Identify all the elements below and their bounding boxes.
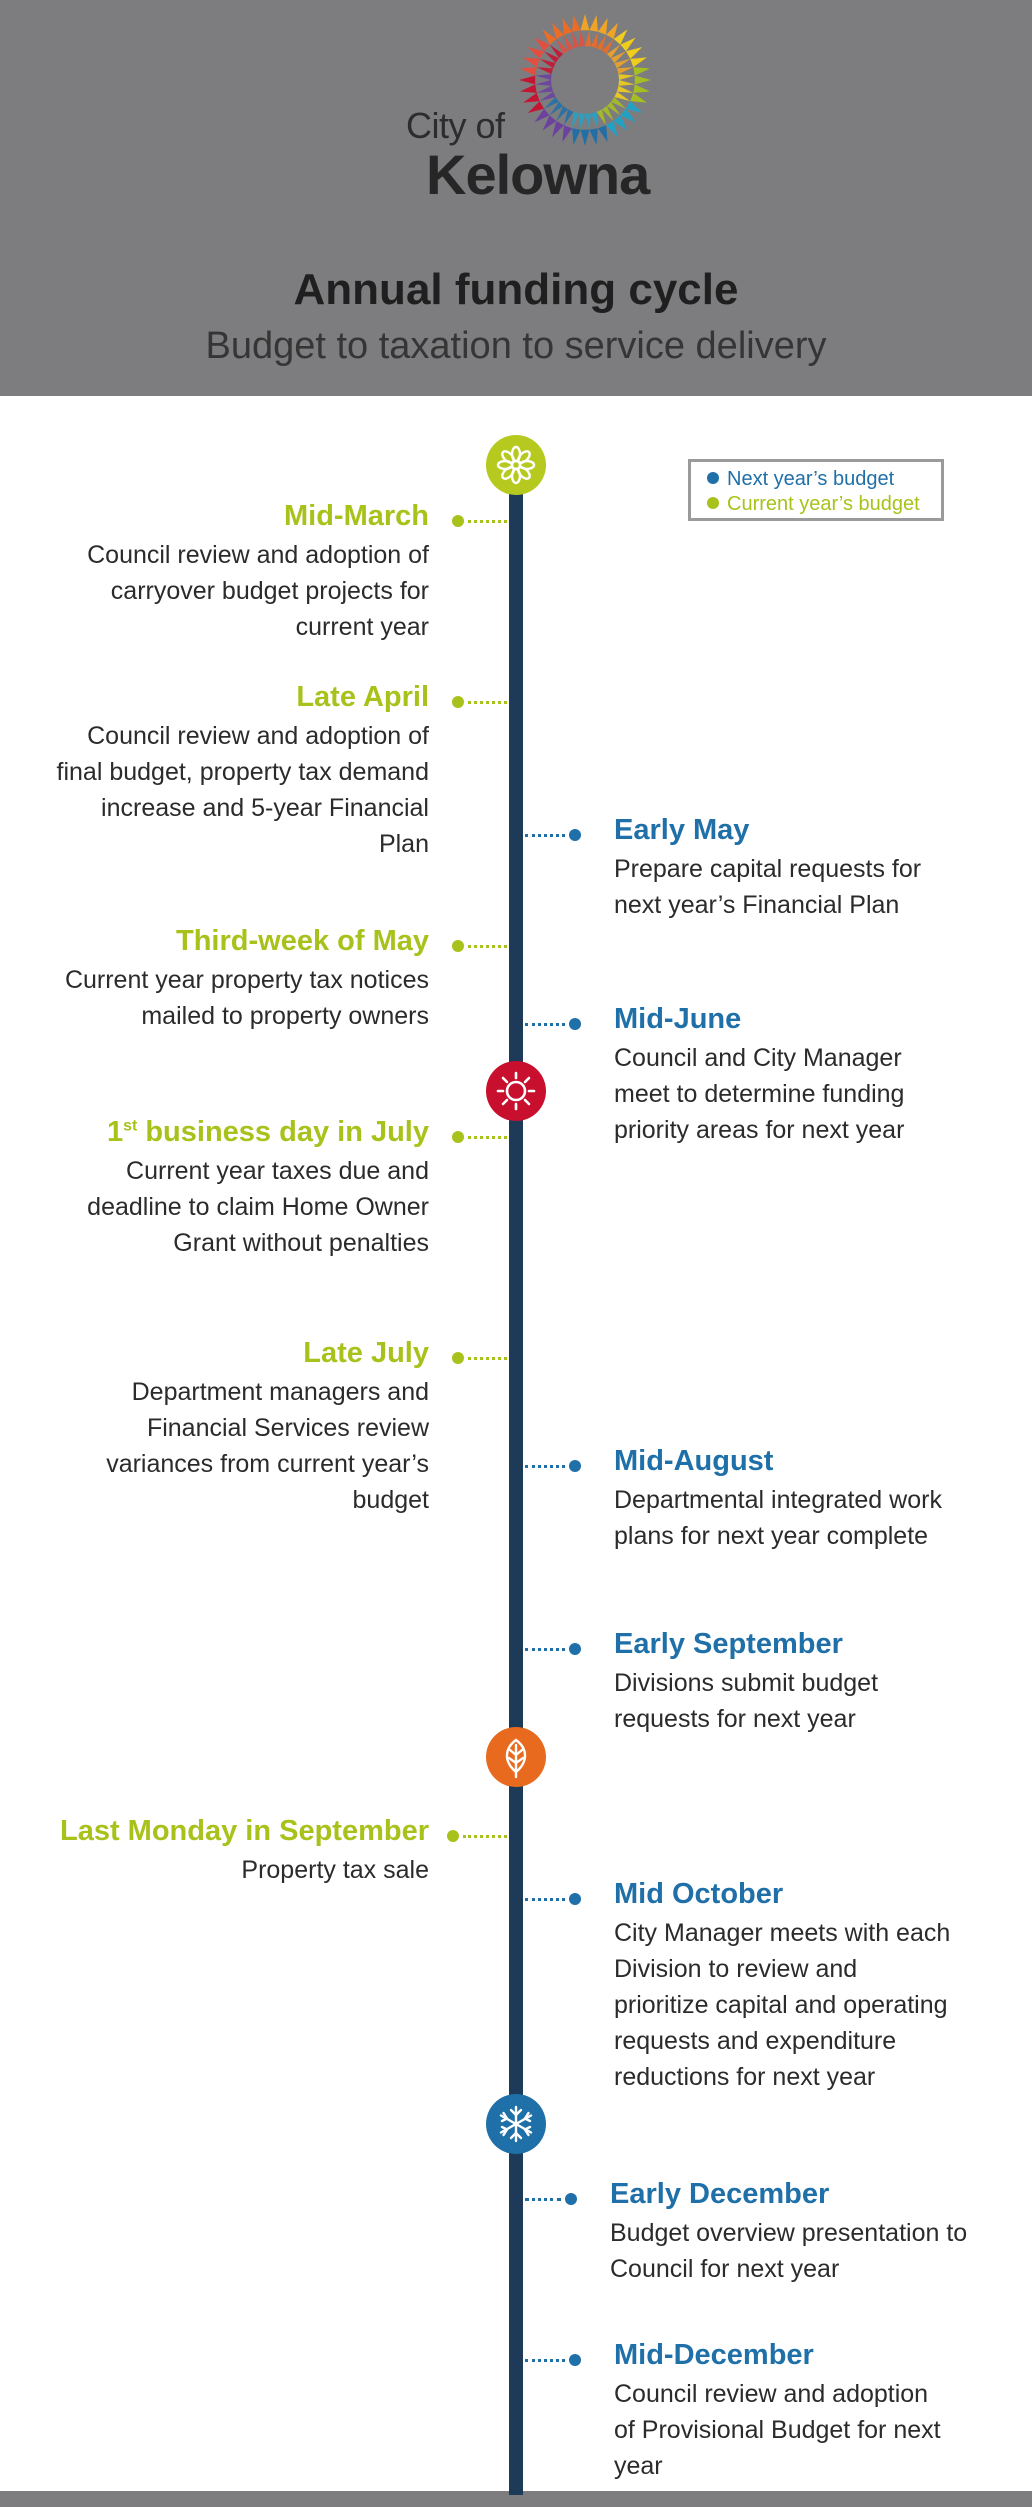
event-early-december	[610, 2178, 970, 2287]
connector-dot	[452, 1131, 464, 1143]
connector-dot	[565, 2193, 577, 2205]
snowflake-icon	[486, 2094, 546, 2154]
leaf-icon	[486, 1727, 546, 1787]
logo-petal	[619, 80, 635, 86]
logo-petal	[620, 109, 635, 123]
logo-petal	[620, 38, 635, 52]
logo-petal	[534, 38, 549, 52]
page-title: Annual funding cycle	[293, 265, 739, 314]
season-summer-marker	[486, 1061, 546, 1121]
connector-line	[468, 945, 507, 948]
connector-mid-december	[525, 2354, 581, 2366]
logo-city-text: City of	[406, 105, 505, 146]
logo-petal	[579, 30, 585, 46]
event-title: Mid-August	[614, 1445, 774, 1477]
logo-petal	[562, 18, 572, 35]
logo-petal	[572, 112, 579, 128]
event-first-business-day-july	[49, 1116, 429, 1261]
event-late-april	[49, 681, 429, 862]
season-winter-marker	[486, 2094, 546, 2154]
connector-line	[525, 1648, 565, 1651]
flower-icon	[486, 435, 546, 495]
event-description: City Manager meets with each Division to review and prioritize capital and operating requests and expenditure reductions for next year	[614, 1919, 951, 2091]
logo-petal	[614, 115, 628, 130]
connector-dot	[569, 1018, 581, 1030]
event-description: Departmental integrated work plans for next year complete	[614, 1486, 942, 1550]
event-mid-december	[614, 2339, 954, 2484]
season-spring-marker	[486, 435, 546, 495]
event-title: Early December	[610, 2178, 830, 2210]
logo-name-text: Kelowna	[426, 143, 650, 206]
logo-petal	[537, 86, 553, 93]
event-title-number: 1	[106, 1116, 124, 1148]
connector-line	[525, 2359, 565, 2362]
event-title: Mid-June	[614, 1003, 742, 1035]
logo-petal	[519, 76, 535, 85]
event-title: Late April	[296, 681, 429, 713]
logo-petal	[572, 15, 581, 32]
logo-petal	[635, 76, 651, 85]
event-title	[49, 1116, 429, 1149]
logo-petal	[552, 121, 564, 137]
connector-dot	[452, 1352, 464, 1364]
event-mid-october	[614, 1878, 954, 2095]
logo-petal	[543, 115, 557, 130]
logo-petal	[585, 30, 591, 46]
legend-label-next: Next year’s budget	[727, 468, 895, 490]
connector-third-week-may	[452, 940, 507, 952]
connector-line	[468, 1136, 507, 1139]
logo-petal	[630, 93, 647, 103]
city-logo-icon	[515, 10, 655, 150]
logo-petal	[535, 80, 551, 86]
event-early-may	[614, 814, 944, 923]
event-third-week-may	[49, 925, 429, 1034]
connector-early-may	[525, 829, 581, 841]
logo-petal	[579, 114, 585, 130]
logo-petal	[598, 18, 608, 35]
event-description: Council review and adoption of carryover budget projects for current year	[87, 541, 429, 641]
event-description: Council and City Manager meet to determine funding priority areas for next year	[614, 1044, 905, 1144]
connector-line	[525, 1023, 565, 1026]
event-title-rest: business day in July	[137, 1116, 429, 1148]
logo-petal	[617, 86, 633, 93]
connector-line	[525, 1898, 565, 1901]
logo-petal	[614, 29, 628, 44]
connector-dot	[452, 696, 464, 708]
logo-petal	[528, 47, 544, 59]
logo-petal	[523, 57, 540, 67]
connector-dot	[452, 515, 464, 527]
event-description: Department managers and Financial Services review variances from current year’s budget	[106, 1378, 429, 1514]
legend-item-current	[707, 493, 920, 516]
logo-petal	[630, 57, 647, 67]
event-title: Last Monday in September	[59, 1815, 429, 1847]
connector-mid-august	[525, 1460, 581, 1472]
logo-petal	[543, 29, 557, 44]
event-title: Mid-March	[284, 500, 429, 532]
connector-dot	[447, 1830, 459, 1842]
event-description: Current year property tax notices mailed to property owners	[64, 966, 429, 1030]
legend	[688, 459, 944, 521]
event-title: Late July	[303, 1337, 429, 1369]
season-autumn-marker	[486, 1727, 546, 1787]
connector-line	[525, 1465, 565, 1468]
event-mid-june	[614, 1003, 944, 1148]
legend-dot-next	[707, 472, 719, 484]
logo-petal	[537, 67, 553, 74]
event-title-ordinal: st	[123, 1117, 138, 1135]
connector-dot	[569, 829, 581, 841]
logo-petal	[534, 109, 549, 123]
logo-petal	[591, 32, 598, 48]
connector-first-business-day-july	[452, 1131, 507, 1143]
connector-line	[468, 520, 507, 523]
event-description: Council review and adoption of final budget, property tax demand increase and 5-year Financial Plan	[56, 722, 429, 858]
event-description: Budget overview presentation to Council for next year	[610, 2219, 968, 2283]
logo-petal	[633, 67, 650, 76]
connector-dot	[569, 1643, 581, 1655]
connector-mid-march	[452, 515, 507, 527]
logo-petal	[520, 84, 537, 93]
event-mid-august	[614, 1445, 944, 1554]
logo-petal	[606, 23, 618, 39]
event-title: Early September	[614, 1628, 843, 1660]
logo-petal	[535, 74, 551, 80]
connector-line	[525, 834, 565, 837]
logo-petal	[626, 47, 642, 59]
logo-petal	[528, 101, 544, 113]
logo-petal	[589, 15, 598, 32]
connector-mid-june	[525, 1018, 581, 1030]
logo-petal	[591, 112, 598, 128]
event-description: Property tax sale	[241, 1856, 429, 1884]
logo-petal	[633, 84, 650, 93]
timeline-line	[509, 470, 523, 2495]
connector-late-april	[452, 696, 507, 708]
logo-petal	[619, 74, 635, 80]
event-description: Prepare capital requests for next year’s Financial Plan	[614, 855, 922, 919]
legend-item-next	[707, 468, 894, 491]
connector-line	[468, 1357, 507, 1360]
legend-label-current: Current year’s budget	[727, 493, 920, 515]
connector-early-december	[525, 2193, 577, 2205]
sun-icon	[486, 1061, 546, 1121]
logo-petal	[523, 93, 540, 103]
event-last-monday-september	[29, 1815, 429, 1888]
connector-dot	[569, 2354, 581, 2366]
event-title: Mid-December	[614, 2339, 814, 2371]
event-description: Current year taxes due and deadline to claim Home Owner Grant without penalties	[87, 1157, 429, 1257]
connector-line	[468, 701, 507, 704]
logo-petal	[626, 101, 642, 113]
event-title: Early May	[614, 814, 750, 846]
connector-line	[525, 2198, 561, 2201]
logo-petal	[598, 125, 608, 142]
page-subtitle: Budget to taxation to service delivery	[205, 325, 827, 367]
connector-line	[463, 1835, 507, 1838]
logo-petal	[606, 121, 618, 137]
event-title: Mid October	[614, 1878, 784, 1910]
event-late-july	[49, 1337, 429, 1518]
connector-mid-october	[525, 1893, 581, 1905]
connector-late-july	[452, 1352, 507, 1364]
event-title: Third-week of May	[176, 925, 429, 957]
logo-petal	[617, 67, 633, 74]
connector-dot	[569, 1893, 581, 1905]
connector-early-september	[525, 1643, 581, 1655]
logo-petal	[585, 114, 591, 130]
logo-petal	[552, 23, 564, 39]
header	[0, 0, 1032, 396]
event-description: Divisions submit budget requests for next year	[614, 1669, 879, 1733]
logo-petal	[562, 125, 572, 142]
legend-dot-current	[707, 497, 719, 509]
event-description: Council review and adoption of Provisional Budget for next year	[614, 2380, 941, 2480]
logo-petal	[520, 67, 537, 76]
event-early-september	[614, 1628, 944, 1737]
logo-petal	[572, 32, 579, 48]
logo-petal	[581, 14, 590, 30]
connector-dot	[452, 940, 464, 952]
event-mid-march	[49, 500, 429, 645]
connector-dot	[569, 1460, 581, 1472]
connector-last-monday-september	[447, 1830, 507, 1842]
